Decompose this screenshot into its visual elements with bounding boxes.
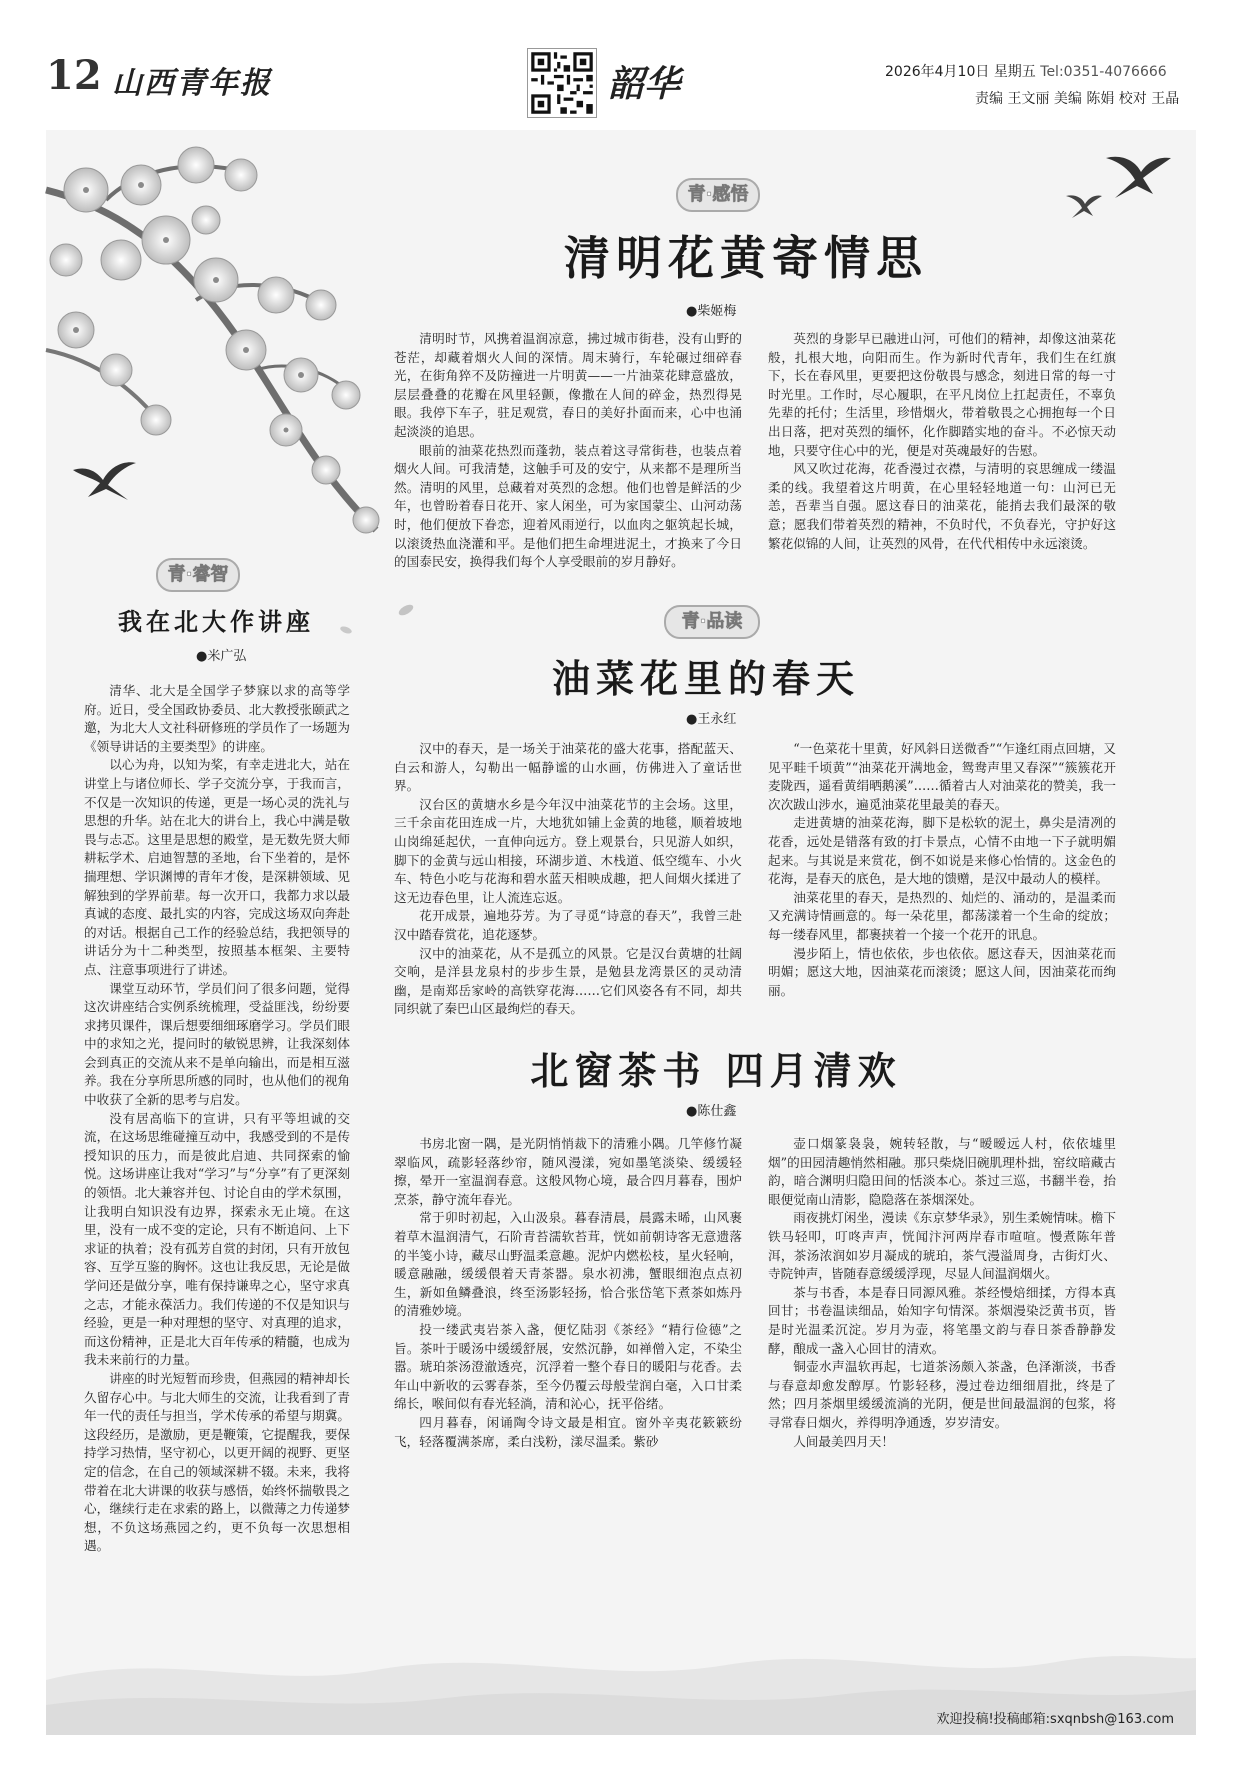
paragraph: 漫步陌上，情也依依，步也依依。愿这春天，因油菜花而明媚；愿这大地，因油菜花而滚烫；愿这人间，因油菜花而绚丽。 — [768, 945, 1116, 998]
article-column-beichuang-1 — [394, 1135, 742, 1449]
paragraph: 眼前的油菜花热烈而蓬勃，装点着这寻常街巷，也装点着烟火人间。可我清楚，这触手可及的安宁，从来都不是理所当然。清明的风里，总藏着对英烈的念想。他们也曾是鲜活的少年，也曾盼着春日花开、家人闲坐，可为家国蒙尘、山河动荡时，他们便放下眷恋，迎着风雨逆行，以血肉之躯筑起长城，以滚烫热血浇灌和平。是他们把生命埋进泥土，才换来了今日的国泰民安，换得我们每个人享受眼前的岁月静好。 — [394, 442, 742, 570]
article-author-beida: ●米广弘 — [196, 649, 247, 664]
paragraph: 铜壶水声温软再起，七道茶汤颇入茶盏，色泽渐淡，书香与春意却愈发醇厚。竹影轻移，漫过卷边细细眉批，终是了然；四月茶烟里缓缓流淌的光阴，便是世间最温润的包浆，将寻常春日烟火，养得明净通透，岁岁清安。 — [768, 1359, 1116, 1430]
paragraph: 花开成景，遍地芬芳。为了寻觅“诗意的春天”，我曾三赴汉中踏春赏花，追花逐梦。 — [394, 908, 742, 942]
paragraph: 没有居高临下的宣讲，只有平等坦诚的交流，在这场思维碰撞互动中，我感受到的不是传授知识的压力，而是彼此启迪、共同探索的愉悦。这场讲座让我对“学习”与“分享”有了更深刻的领悟。北大兼容并包、讨论自由的学术氛围，让我明白知识没有边界，探索永无止境。在这里，没有一成不变的定论，只有不断追问、上下求证的执着；没有孤芳自赏的封闭，只有开放包容、互学互鉴的胸怀。这也让我反思，无论是做学问还是做分享，唯有保持谦卑之心，坚守求真之志，才能永葆活力。我们传递的不仅是知识与经验，更是一种对理想的坚守、对真理的追求，而这份精神，正是北大百年传承的精髓，也成为我未来前行的力量。 — [84, 1110, 350, 1368]
page-header — [0, 0, 1242, 125]
paragraph: 汉中的春天，是一场关于油菜花的盛大花事，搭配蓝天、白云和游人，勾勒出一幅静谧的山水画，仿佛进入了童话世界。 — [394, 741, 742, 794]
article-column-youcai-2 — [768, 740, 1116, 1005]
article-tag-beida: 青·睿智 — [156, 558, 240, 592]
paragraph: 常于卯时初起，入山汲泉。暮春清晨，晨露未晞，山风裹着草木温润清气，石阶青苔濡软苔茸，恍如前朝诗客无意遗落的半笺小诗，藏尽山野温柔意趣。泥炉内燃松枝，星火轻响，暖意融融，缓缓偎着天青茶器。泉水初沸，蟹眼细泡点点初生，新如鱼鳞叠浪，终至汤影轻扬，恰合张岱笔下煮茶如炼丹的清雅妙境。 — [394, 1210, 742, 1319]
paragraph: 雨夜挑灯闲坐，漫读《东京梦华录》，别生柔婉情味。檐下铁马轻叩，叮咚声声，恍闻汴河两岸春市喧喧。慢煮陈年普洱，茶汤浓润如岁月凝成的琥珀，茶气漫溢周身，古街灯火、寺院钟声，皆随春意缓缓浮现，尽显人间温润烟火。 — [768, 1210, 1116, 1282]
paragraph: 清明时节，风携着温润凉意，拂过城市街巷，没有山野的苍茫，却藏着烟火人间的深情。周末骑行，车轮碾过细碎春光，在街角猝不及防撞进一片明黄——一片油菜花肆意盛放，层层叠叠的花瓣在风里轻颤，像撒在人间的碎金，热烈得晃眼。我停下车子，驻足观赏，春日的美好扑面而来，心中也涌起淡淡的追思。 — [394, 331, 742, 439]
article-author-beichuang: ●陈仕鑫 — [686, 1104, 737, 1119]
paragraph: 英烈的身影早已融进山河，可他们的精神，却像这油菜花般，扎根大地，向阳而生。作为新时代青年，我们生在红旗下，长在春风里，更要把这份敬畏与感念，刻进日常的每一寸时光里。工作时，尽心履职，在平凡岗位上扛起责任，不辜负先辈的托付；生活里，珍惜烟火，带着敬畏之心拥抱每一个日出日落，把对英烈的缅怀，化作脚踏实地的奋斗。不必惊天动地，只要守住心中的光，便是对英魂最好的告慰。 — [768, 331, 1116, 458]
paragraph: 书房北窗一隅，是光阴悄悄裁下的清雅小隅。几竿修竹凝翠临风，疏影轻落纱帘，随风漫漾，宛如墨笔淡染、缓缓轻擦，晕开一室温润春意。这般风物心境，最合四月暮春，围炉烹茶，静守流年春光。 — [394, 1136, 742, 1207]
paragraph: 汉中的油菜花，从不是孤立的风景。它是汉台黄塘的壮阔交响，是洋县龙泉村的步步生景，是勉县龙湾景区的灵动清幽，是南郑岳家岭的高铁穿花海……它们风姿各有不同，却共同织就了秦巴山区最绚烂的春天。 — [394, 945, 742, 1017]
swallow-icon — [68, 455, 138, 505]
paragraph: 以心为舟，以知为桨，有幸走进北大，站在讲堂上与诸位师长、学子交流分享，于我而言，不仅是一次知识的传递，更是一场心灵的洗礼与思想的升华。站在北大的讲台上，我心中满是敬畏与忐忑。这里是思想的殿堂，是无数先贤大师耕耘学术、启迪智慧的圣地，台下坐着的，是怀揣理想、学识渊博的青年才俊，是深耕领域、见解独到的学界前辈。每一次开口，我都力求以最真诚的态度、最扎实的内容，完成这场双向奔赴的对话。根据自己工作的经验总结，我把领导的讲话分为十二种类型，按照基本框架、主要特点、注意事项进行了讲述。 — [84, 757, 350, 977]
swallow-icon — [1101, 148, 1176, 203]
paragraph: 茶与书香，本是春日同源风雅。茶经慢焙细揉，方得本真回甘；书卷温读细品，始知字句情深。茶烟漫染泛黄书页，皆是时光温柔沉淀。岁月为壶，将笔墨文韵与春日茶香静静发酵，酿成一盏入心回甘的清欢。 — [768, 1284, 1116, 1356]
swallow-icon — [1064, 190, 1104, 220]
paragraph: 汉台区的黄塘水乡是今年汉中油菜花节的主会场。这里，三千余亩花田连成一片，大地犹如铺上金黄的地毯，顺着坡地山岗绵延起伏，一直伸向远方。登上观景台，只见游人如织，脚下的金黄与远山相接，环湖步道、木栈道、低空缆车、小火车、特色小吃与花海和碧水蓝天相映成趣，把人间烟火揉进了这无边春色里，让人流连忘返。 — [394, 796, 742, 905]
issue-date: 2026年4月10日 — [885, 64, 990, 80]
article-tag-youcai: 青·品读 — [664, 605, 760, 639]
article-column-beichuang-2 — [768, 1135, 1116, 1449]
paragraph: 走进黄塘的油菜花海，脚下是松软的泥土，鼻尖是清冽的花香，远处是错落有致的打卡景点，心情不由地一下子就明媚起来。与其说是来赏花，倒不如说是来修心怡情的。这金色的花海，是春天的底色，是大地的馈赠，是汉中最动人的模样。 — [768, 815, 1116, 887]
article-tag-qingming: 青·感悟 — [676, 178, 760, 212]
page-number: 12 — [46, 52, 102, 99]
page-footer — [46, 1700, 1196, 1736]
paragraph: “一色菜花十里黄，好风斜日送微香”“乍逢红雨点回塘，又见平畦千顷黄”“油菜花开满地金，鸳鸯声里又春深”“簇簇花开麦陇西，遥看黄绢晒鹅溪”……循着古人对油菜花的赞美，我一次次跋山涉水，遍觅油菜花里最美的春天。 — [768, 741, 1116, 812]
paragraph: 课堂互动环节，学员们问了很多问题，觉得这次讲座结合实例系统梳理，受益匪浅，纷纷要求拷贝课件，课后想要细细琢磨学习。学员们眼中的求知之光，提问时的敏锐思辨，让我深刻体会到真正的交流从来不是单向输出，而是相互滋养。我在分享所思所感的同时，也从他们的视角中收获了全新的思考与启发。 — [84, 980, 350, 1108]
phone-number: Tel:0351-4076666 — [1040, 64, 1167, 80]
paragraph: 风又吹过花海，花香漫过衣襟，与清明的哀思缠成一缕温柔的线。我望着这片明黄，在心里轻轻地道一句：山河已无恙，吾辈当自强。愿这春日的油菜花，能捎去我们最深的敬意；愿我们带着英烈的精神，不负时代，不负春光，守护好这繁花似锦的人间，让英烈的风骨，在代代相传中永远滚烫。 — [768, 461, 1116, 551]
paragraph: 人间最美四月天！ — [793, 1433, 894, 1449]
submission-email[interactable]: 欢迎投稿!投稿邮箱:sxqnbsh@163.com — [936, 1712, 1174, 1727]
editor-credits: 责编 王文丽 美编 陈娟 校对 王晶 — [975, 91, 1180, 107]
issue-weekday: 星期五 — [993, 64, 1036, 80]
article-title-youcai: 油菜花里的春天 — [551, 657, 860, 701]
article-author-qingming: ●柴姬梅 — [686, 304, 737, 319]
article-title-beida: 我在北大作讲座 — [118, 608, 314, 636]
page-content — [46, 130, 1196, 1735]
header-dateline — [885, 61, 1195, 81]
section-name: 韶华 — [608, 63, 681, 105]
article-column-youcai-1 — [394, 740, 742, 1017]
article-column-qingming-2 — [768, 330, 1116, 580]
paragraph: 四月暮春，闲诵陶令诗文最是相宜。窗外辛夷花簌簌纷飞，轻落覆满茶席，柔白浅粉，漾尽温柔。紫砂 — [394, 1414, 742, 1449]
qr-code-icon[interactable] — [527, 48, 597, 118]
newspaper-masthead: 山西青年报 — [112, 66, 272, 101]
article-column-beida — [84, 682, 350, 1717]
paragraph: 投一缕武夷岩茶入盏，便忆陆羽《茶经》“精行俭德”之旨。茶叶于暖汤中缓缓舒展，安然沉静，如禅僧入定，不染尘嚣。琥珀茶汤澄澈透亮，沉浮着一整个春日的暖阳与花香。去年山中新收的云雾春茶，至今仍覆云母般莹润白毫，入口甘柔绵长，喉间似有春光轻淌，清和沁心，抚平俗绪。 — [394, 1321, 742, 1412]
article-column-qingming-1 — [394, 330, 742, 580]
paragraph: 讲座的时光短暂而珍贵，但燕园的精神却长久留存心中。与北大师生的交流，让我看到了青年一代的责任与担当，学术传承的希望与期冀。这段经历，是激励，更是鞭策，它提醒我，要保持学习热情，坚守初心，以更开阔的视野、更坚定的信念，在自己的领域深耕不辍。未来，我将带着在北大讲课的收获与感悟，始终怀揣敬畏之心，继续行走在求索的路上，以微薄之力传递梦想，不负这场燕园之约，更不负每一次思想相遇。 — [84, 1370, 350, 1554]
paragraph: 油菜花里的春天，是热烈的、灿烂的、涌动的，是温柔而又充满诗情画意的。每一朵花里，都荡漾着一个生命的绽放；每一缕春风里，都裹挟着一个接一个花开的讯息。 — [768, 889, 1116, 942]
paragraph: 清华、北大是全国学子梦寐以求的高等学府。近日，受全国政协委员、北大教授张颐武之邀，为北大人文社科研修班的学员作了一场题为《领导讲话的主要类型》的讲座。 — [84, 683, 350, 754]
article-author-youcai: ●王永红 — [686, 712, 737, 727]
article-title-qingming: 清明花黄寄情思 — [564, 231, 928, 285]
article-title-beichuang: 北窗茶书 四月清欢 — [530, 1049, 902, 1093]
paragraph: 壶口烟篆袅袅，婉转轻散，与“暧暧远人村，依依墟里烟”的田园清趣悄然相融。那只柴烧旧碗肌理朴拙，窑纹暗藏古韵，暗合渊明归隐田间的恬淡本心。茶过三巡，书翻半卷，抬眼便觉南山清影，隐隐落在茶烟深处。 — [768, 1136, 1116, 1207]
